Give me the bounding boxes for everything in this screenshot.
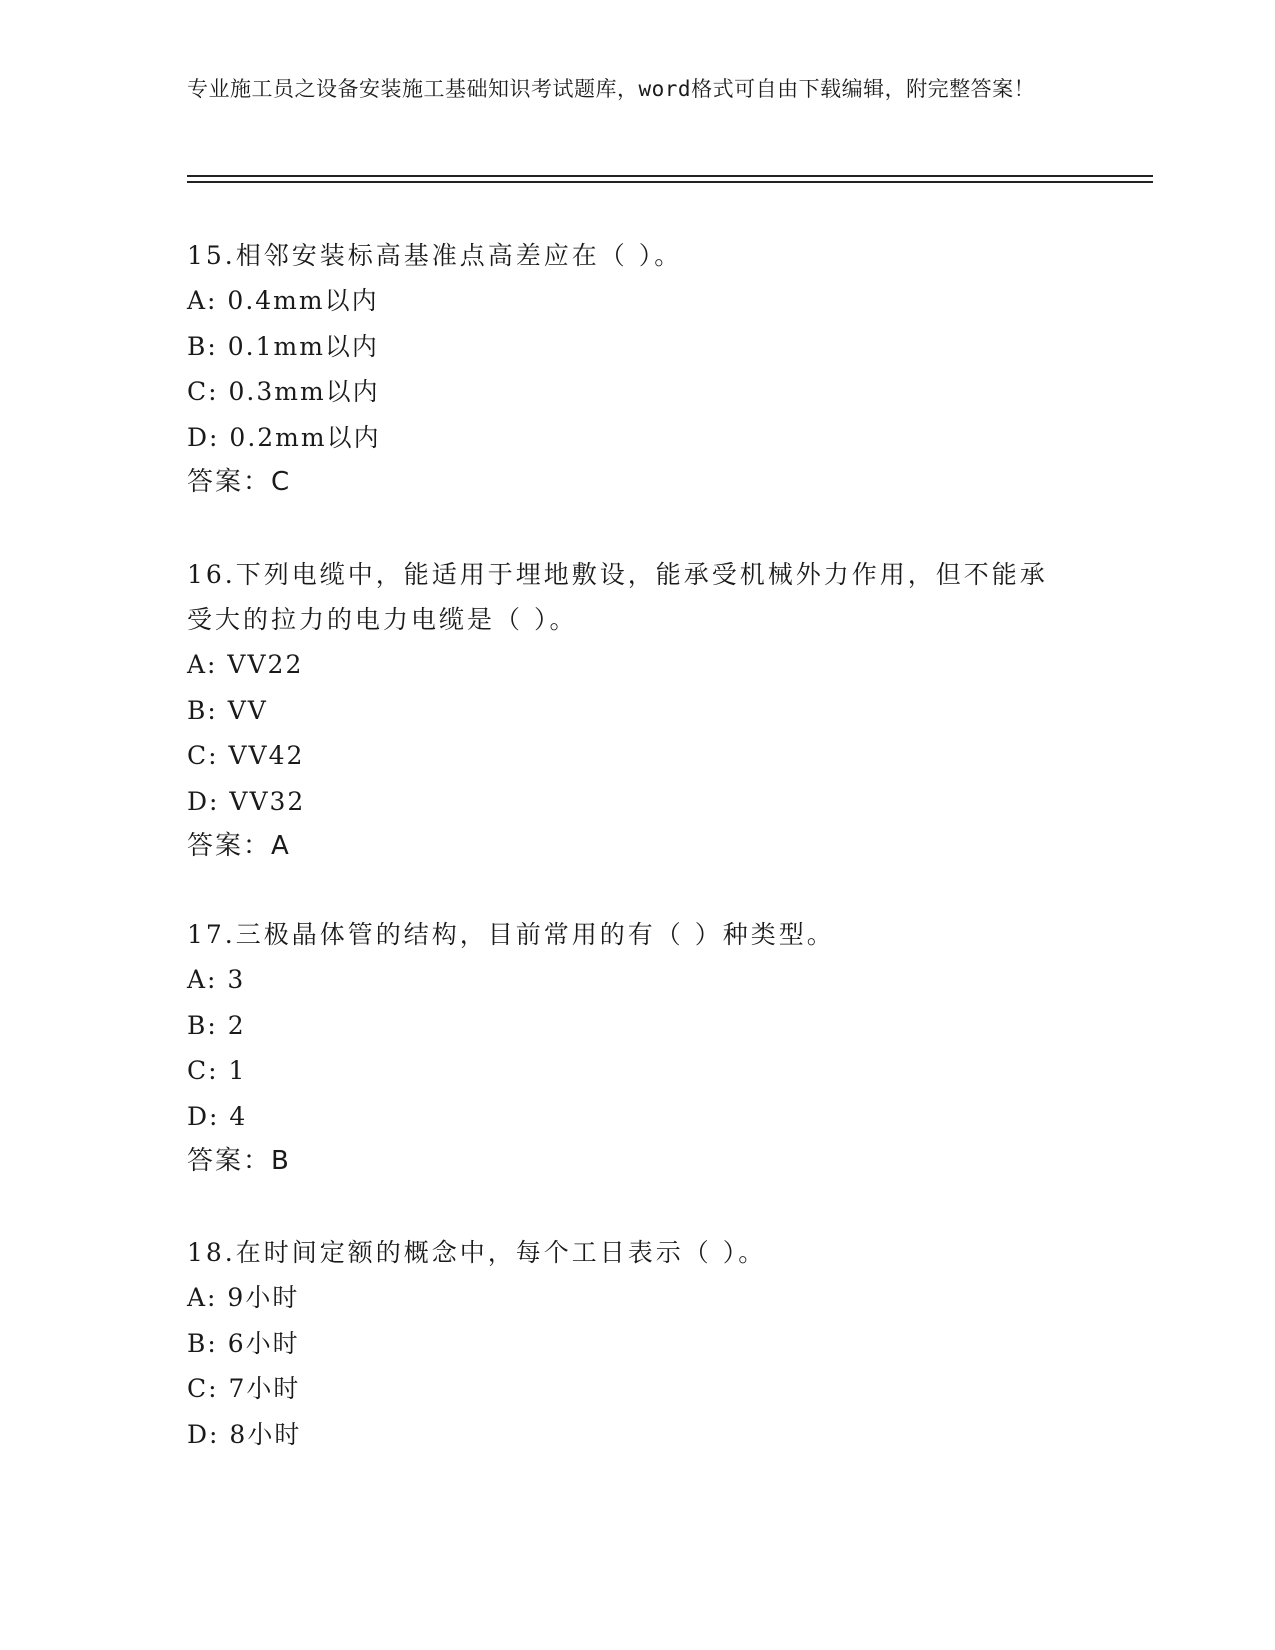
question-text: 17.三极晶体管的结构，目前常用的有（ ）种类型。 <box>187 920 835 949</box>
question-text: 15.相邻安装标高基准点高差应在（ ）。 <box>187 241 683 270</box>
option-a: A: VV22 <box>187 650 304 679</box>
option-a: A: 3 <box>187 965 246 994</box>
question-16 <box>187 552 1087 869</box>
option-d: D: VV32 <box>187 786 306 816</box>
question-18 <box>187 1230 1087 1457</box>
option-d: D: 4 <box>187 1101 248 1131</box>
option-b: B: VV <box>187 695 268 725</box>
question-17 <box>187 912 1087 1184</box>
option-d: D: 8小时 <box>187 1419 302 1449</box>
option-c: C: 0.3mm以内 <box>187 377 380 406</box>
question-text: 16.下列电缆中，能适用于埋地敷设，能承受机械外力作用，但不能承受大的拉力的电力电缆是（ ）。 <box>187 560 1048 634</box>
answer-line: 答案：C <box>187 467 292 497</box>
option-d: D: 0.2mm以内 <box>187 422 381 452</box>
header-divider-bottom <box>187 181 1153 183</box>
option-c: C: VV42 <box>187 741 305 770</box>
option-c: C: 1 <box>187 1056 247 1085</box>
answer-line: 答案：B <box>187 1146 291 1176</box>
option-b: B: 2 <box>187 1010 246 1040</box>
document-header: 专业施工员之设备安装施工基础知识考试题库，word格式可自由下载编辑，附完整答案！ <box>187 77 1036 101</box>
option-c: C: 7小时 <box>187 1374 301 1403</box>
option-a: A: 9小时 <box>187 1283 300 1312</box>
header-divider-top <box>187 175 1153 177</box>
answer-line: 答案：A <box>187 831 291 861</box>
option-b: B: 6小时 <box>187 1328 300 1358</box>
question-text: 18.在时间定额的概念中，每个工日表示（ ）。 <box>187 1238 767 1267</box>
option-b: B: 0.1mm以内 <box>187 331 379 361</box>
option-a: A: 0.4mm以内 <box>187 286 379 315</box>
question-15 <box>187 233 1087 505</box>
